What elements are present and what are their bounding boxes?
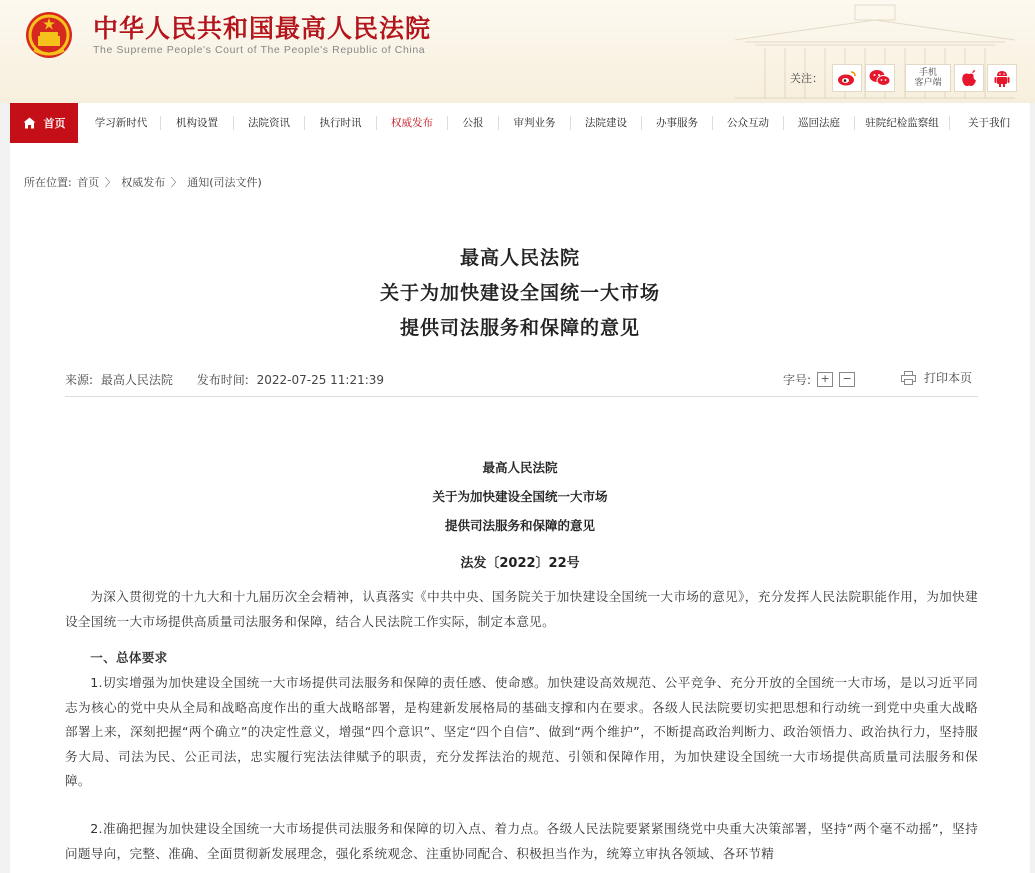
- mobile-label-line1: 手机: [918, 68, 937, 78]
- breadcrumb-notice[interactable]: 通知(司法文件): [187, 176, 262, 189]
- breadcrumb-home[interactable]: 首页: [77, 176, 100, 189]
- nav-item-study[interactable]: 学习新时代: [94, 117, 148, 129]
- font-increase-button[interactable]: +: [817, 372, 833, 387]
- nav-item-circuit-courts[interactable]: 巡回法庭: [798, 117, 840, 129]
- intro-paragraph: 为深入贯彻党的十九大和十九届历次全会精神，认真落实《中共中央、国务院关于加快建设全国统一大市场的意见》，充分发挥人民法院职能作用，为加快建设全国统一大市场提供高质量司法服务和保障，结合人民法院工作实际，制定本意见。: [65, 589, 978, 629]
- body-title-line1: 最高人民法院: [482, 460, 558, 475]
- nav-item-trial-business[interactable]: 审判业务: [513, 117, 556, 129]
- nav-home-label: 首页: [43, 117, 66, 130]
- nav-item-gazette[interactable]: 公报: [462, 117, 484, 129]
- mobile-client-button[interactable]: [905, 64, 951, 92]
- site-title: 中华人民共和国最高人民法院: [93, 14, 432, 43]
- nav-item-public-interaction[interactable]: 公众互动: [727, 117, 769, 129]
- nav-item-execution-news[interactable]: 执行时讯: [319, 117, 362, 129]
- breadcrumb-separator: 〉: [104, 176, 116, 189]
- nav-item-court-news[interactable]: 法院资讯: [248, 117, 290, 129]
- section-heading-general: 一、总体要求: [90, 650, 168, 665]
- nav-item-authoritative-release[interactable]: 权威发布: [391, 117, 433, 129]
- nav-item-services[interactable]: 办事服务: [656, 117, 698, 129]
- breadcrumb: [24, 174, 264, 190]
- follow-label: 关注：: [790, 72, 823, 85]
- source-label: 来源:: [65, 373, 94, 387]
- nav-item-discipline-inspection[interactable]: 驻院纪检监察组: [865, 117, 939, 129]
- weibo-icon[interactable]: [832, 64, 862, 92]
- breadcrumb-label: 所在位置:: [24, 176, 72, 189]
- wechat-icon[interactable]: [865, 64, 895, 92]
- apple-icon[interactable]: [954, 64, 984, 92]
- social-follow-bar: [790, 64, 1017, 92]
- font-size-control: [783, 371, 855, 388]
- paragraph-1: 1.切实增强为加快建设全国统一大市场提供司法服务和保障的责任感、使命感。加快建设高效规范、公平竞争、充分开放的全国统一大市场，是以习近平同志为核心的党中央从全局和战略高度作出的重大战略部署，是构建新发展格局的基础支撑和内在要求。各级人民法院要切实把思想和行动统一到党中央重大战略部署上来，深刻把握“两个确立”的决定性意义，增强“四个意识”、坚定“四个自信”、做到“两个维护”，不断提高政治判断力、政治领悟力、政治执行力，坚持服务大局、司法为民、公正司法，忠实履行宪法法律赋予的职责，充分发挥法治的规范、引领和保障作用，为加快建设全国统一大市场提供高质量司法服务和保障。: [65, 675, 978, 788]
- nav-item-court-building[interactable]: 法院建设: [585, 117, 627, 129]
- date-value: 2022-07-25 11:21:39: [256, 373, 385, 387]
- font-size-label: 字号:: [783, 373, 812, 387]
- document-number: 法发〔2022〕22号: [460, 556, 580, 571]
- article-title-line1: 最高人民法院: [459, 247, 580, 269]
- body-title-line3: 提供司法服务和保障的意见: [444, 518, 595, 533]
- meta-divider: [65, 396, 978, 397]
- date-label: 发布时间:: [196, 373, 249, 387]
- print-label: 打印本页: [924, 371, 973, 385]
- source-value: 最高人民法院: [100, 373, 173, 387]
- site-subtitle: The Supreme People's Court of The People's Republic of China: [93, 44, 426, 56]
- nav-item-about-us[interactable]: 关于我们: [968, 117, 1010, 129]
- android-icon[interactable]: [987, 64, 1017, 92]
- main-navigation: [10, 103, 1030, 144]
- mobile-label-line2: 客户端: [914, 78, 942, 88]
- national-emblem-logo: [24, 10, 74, 60]
- article-title-line3: 提供司法服务和保障的意见: [399, 317, 640, 339]
- print-button[interactable]: [901, 369, 972, 386]
- article-title-line2: 关于为加快建设全国统一大市场: [379, 282, 660, 304]
- home-icon: [23, 117, 36, 129]
- paragraph-2: 2.准确把握为加快建设全国统一大市场提供司法服务和保障的切入点、着力点。各级人民法院要紧紧围绕党中央重大决策部署，坚持“两个毫不动摇”，坚持问题导向，完整、准确、全面贯彻新发展理念，强化系统观念、注重协同配合、积极担当作为，统筹立审执各领域、各环节精: [65, 821, 978, 861]
- nav-item-organization[interactable]: 机构设置: [176, 117, 218, 129]
- site-header: [0, 0, 1035, 103]
- printer-icon: [901, 371, 916, 385]
- breadcrumb-authoritative-release[interactable]: 权威发布: [121, 176, 166, 189]
- font-decrease-button[interactable]: −: [839, 372, 855, 387]
- nav-home[interactable]: [10, 103, 78, 143]
- article-meta: [65, 371, 384, 388]
- body-title-line2: 关于为加快建设全国统一大市场: [432, 489, 608, 504]
- breadcrumb-separator: 〉: [170, 176, 182, 189]
- article-container: [10, 143, 1030, 873]
